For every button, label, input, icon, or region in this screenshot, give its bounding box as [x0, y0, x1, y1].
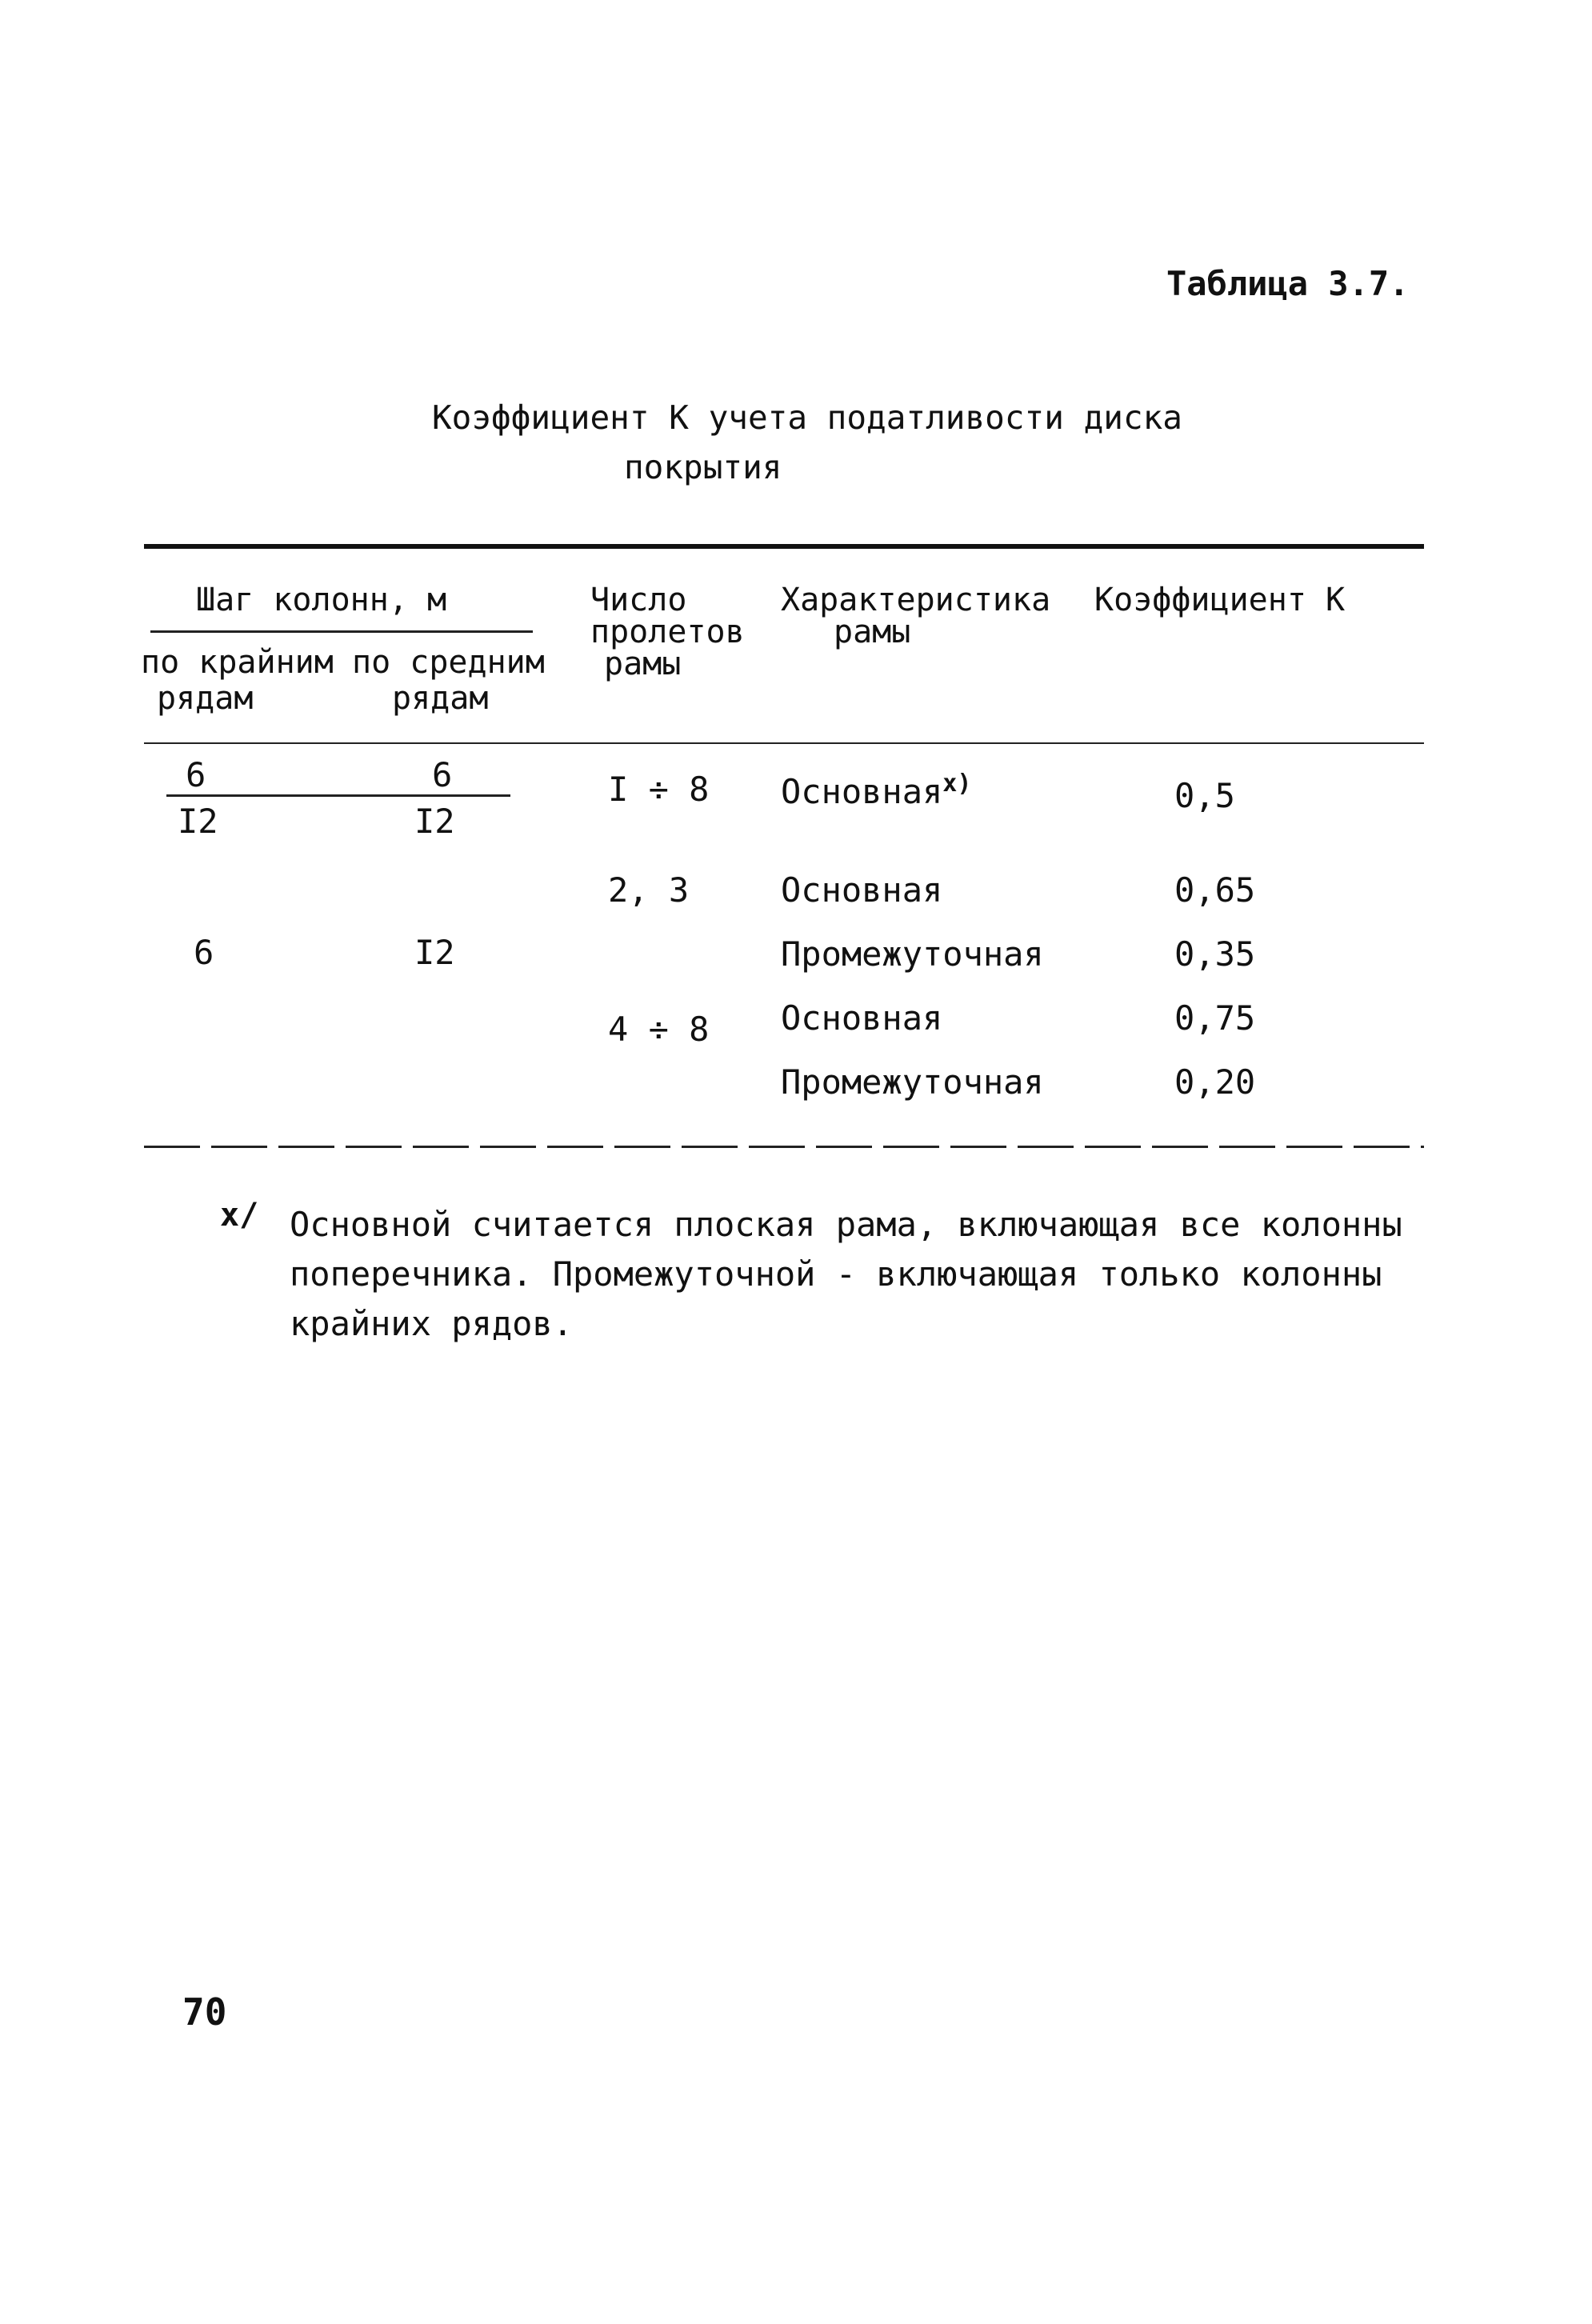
row5-coefficient: 0,20 [1174, 1062, 1256, 1102]
header-column-step: Шаг колонн, м [196, 582, 447, 618]
row2-coefficient: 0,65 [1174, 870, 1256, 910]
row5-frame: Промежуточная [781, 1062, 1044, 1102]
inner-step-value: I2 [414, 933, 455, 972]
row1-frame: Основная$^{x)}$ [781, 770, 972, 811]
footnote-line-2: поперечника. Промежуточной - включающая только колонны [290, 1254, 1382, 1294]
header-outer-rows-line2: рядам [157, 680, 254, 717]
row4-spans: 4 ÷ 8 [608, 1010, 710, 1049]
row1-coefficient: 0,5 [1174, 776, 1235, 815]
footnote-line-3: крайних рядов. [290, 1304, 574, 1343]
header-outer-rows-line1: по крайним [141, 644, 334, 681]
row3-frame: Промежуточная [781, 934, 1044, 974]
footnote-marker: x/ [220, 1197, 259, 1234]
row4-frame: Основная [781, 998, 943, 1038]
row2-spans: 2, 3 [608, 870, 690, 910]
table-number-label: Таблица 3.7. [1166, 264, 1410, 303]
header-coefficient: Коэффициент К [1094, 582, 1346, 618]
table-top-rule [144, 544, 1424, 549]
outer-step-numerator: 6 [186, 755, 206, 794]
header-frame-line2: рамы [834, 614, 911, 650]
header-spans-line2: пролетов [590, 614, 745, 650]
table-title-line-1: Коэффициент К учета податливости диска [432, 398, 1182, 437]
header-spans-line3: рамы [604, 646, 682, 682]
table-title-line-2: покрытия [624, 448, 782, 486]
table-bottom-rule [144, 1146, 1424, 1148]
row3-coefficient: 0,35 [1174, 934, 1256, 974]
header-inner-rows-line2: рядам [392, 680, 489, 717]
fraction-bar [166, 794, 510, 797]
header-spans-line1: Число [590, 582, 687, 618]
footnote-ref-mark: x) [942, 770, 972, 798]
header-frame-line1: Характеристика [781, 582, 1051, 618]
header-inner-rows-line1: по средним [352, 644, 545, 681]
inner-step-numerator: 6 [432, 755, 453, 794]
header-group-underline [150, 630, 533, 633]
page-number: 70 [182, 1990, 227, 2034]
row1-spans: I ÷ 8 [608, 770, 710, 809]
outer-step-value: 6 [194, 933, 214, 972]
outer-step-denominator: I2 [178, 802, 218, 841]
header-bottom-rule [144, 742, 1424, 744]
inner-step-denominator: I2 [414, 802, 455, 841]
row2-frame: Основная [781, 870, 943, 910]
footnote-line-1: Основной считается плоская рама, включающая все колонны [290, 1205, 1402, 1244]
row4-coefficient: 0,75 [1174, 998, 1256, 1038]
